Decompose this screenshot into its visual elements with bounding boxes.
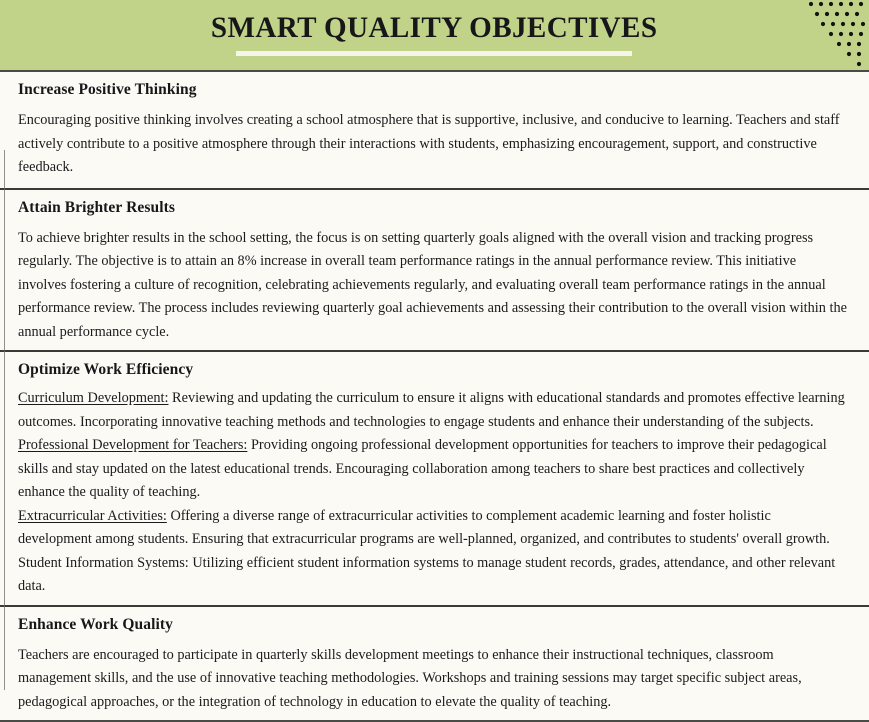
paragraph-text: Teachers are encouraged to participate in quarterly skills development meetings to enhance their instructional techniques, classroom management skills, and the use of innovative teaching methodologies. Workshops and training sessions may target specific subject areas, pedagogical approaches, or the integration of technology in education to elevate the quality of teaching. (18, 646, 802, 710)
paragraph-lead: Extracurricular Activities: (18, 507, 167, 524)
paragraph-text: Encouraging positive thinking involves creating a school atmosphere that is supportive, inclusive, and conducive to learning. Teachers and staff actively contribute to a positive atmosphere through their interactions with students, emphasizing encouragement, support, and constructive feedback. (18, 112, 840, 175)
dotted-triangle-decoration-icon (789, 0, 869, 70)
section-paragraph (0, 220, 859, 351)
section-title: Increase Positive Thinking (18, 81, 197, 98)
section-paragraph (0, 637, 859, 721)
section-title: Optimize Work Efficiency (18, 361, 194, 378)
section-title: Enhance Work Quality (18, 615, 174, 633)
objectives-list (0, 70, 869, 722)
section-paragraph (0, 102, 859, 188)
paragraph-text: To achieve brighter results in the school setting, the focus is on setting quarterly goals aligned with the overall vision and tracking progress regularly. The objective is to attain an 8% increase in overall team performance ratings in the annual performance review. This initiative involves fostering a culture of recognition, celebrating achievements regularly, and evaluating overall team performance ratings in the annual performance review. The process includes reviewing quarterly goal achievements and assessing their contribution to the overall vision within the annual performance cycle. (18, 229, 847, 340)
paragraph-text: Reviewing and updating the curriculum to ensure it aligns with educational standards and promotes effective learning outcomes. Incorporating innovative teaching methods and technologies to engage students and enhance their understanding of the subjects. (18, 390, 845, 430)
objective-section-increase-positive-thinking (0, 72, 869, 188)
paragraph-lead: Curriculum Development: (18, 390, 169, 406)
section-title: Attain Brighter Results (18, 198, 176, 216)
paragraph-text: Providing ongoing professional development opportunities for teachers to improve their pedagogical skills and stay updated on the latest educational trends. Encouraging collaboration among teachers to share best practices and collectively enhance the quality of teaching. (18, 437, 827, 500)
title-underline-bar (236, 51, 632, 56)
objective-section-enhance-work-quality (0, 607, 869, 721)
page-title: SMART QUALITY OBJECTIVES (211, 11, 658, 44)
paragraph-lead: Professional Development for Teachers: (18, 437, 248, 453)
objective-section-attain-brighter-results (0, 190, 869, 351)
paragraph-text: Offering a diverse range of extracurricular activities to complement academic learning and foster holistic development among students. Ensuring that extracurricular programs are well-planned, organized, and contributes to students' overall growth. Student Information Systems: Utilizing efficient student information systems to manage student records, grades, attendance, and other relevant data. (18, 507, 836, 594)
objective-section-optimize-work-efficiency (0, 352, 869, 605)
document-header (0, 0, 869, 70)
section-paragraph (0, 382, 859, 605)
page-title-container (0, 12, 869, 44)
